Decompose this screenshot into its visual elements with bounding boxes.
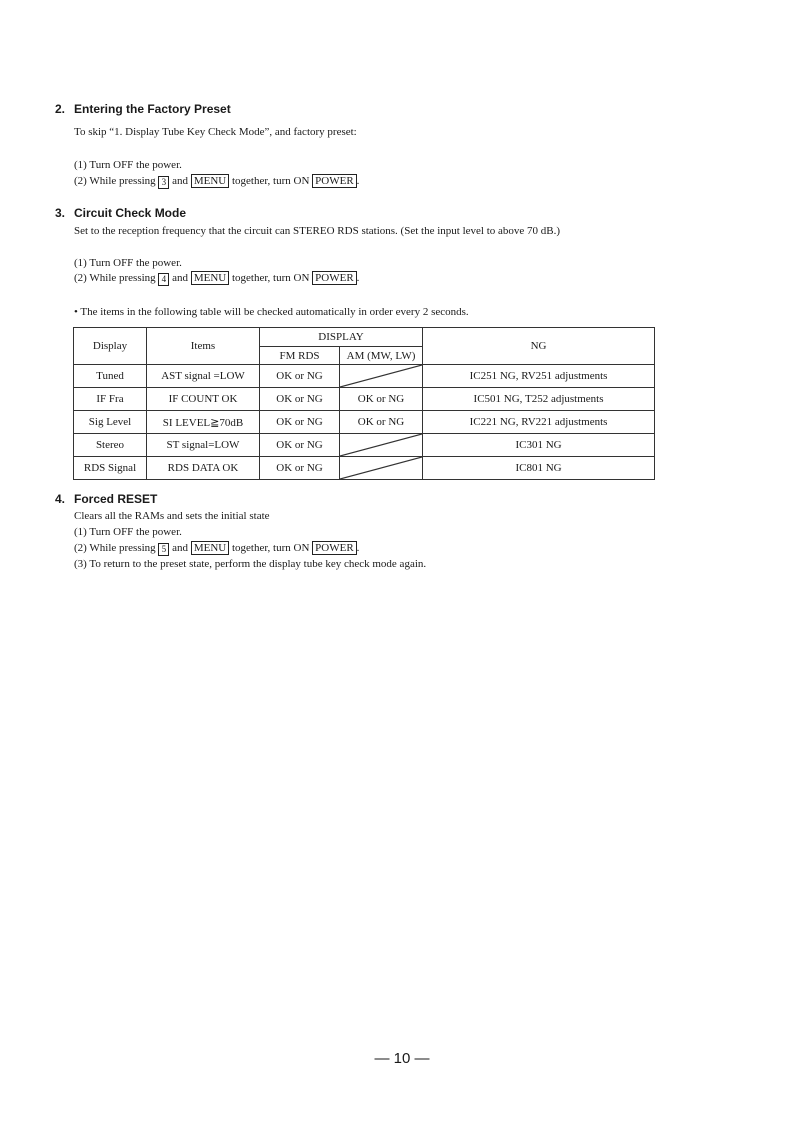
header-ng: NG (423, 328, 655, 365)
cell-fm: OK or NG (260, 411, 340, 434)
step-text: (2) While pressing (74, 175, 156, 187)
cell-fm: OK or NG (260, 434, 340, 457)
section-3-note: • The items in the following table will be checked automatically in order every 2 seconds. (74, 306, 469, 318)
section-2-heading (55, 102, 231, 116)
step-end: . (356, 175, 360, 187)
cell-items: AST signal =LOW (147, 365, 260, 388)
table-row (74, 434, 655, 457)
cell-ng: IC251 NG, RV251 adjustments (423, 365, 655, 388)
cell-ng: IC221 NG, RV221 adjustments (423, 411, 655, 434)
table-row (74, 388, 655, 411)
step-end: . (356, 542, 360, 554)
table-row (74, 411, 655, 434)
section-number: 2. (55, 102, 66, 116)
section-3-heading (55, 206, 186, 220)
section-4-step-3: (3) To return to the preset state, perform the display tube key check mode again. (74, 558, 427, 570)
cell-display: Sig Level (74, 411, 147, 434)
cell-items: RDS DATA OK (147, 457, 260, 480)
section-4-heading (55, 492, 157, 506)
section-2-step-2 (74, 174, 359, 189)
section-title: Entering the Factory Preset (74, 102, 231, 116)
cell-am: OK or NG (340, 411, 423, 434)
step-text: together, turn ON (231, 272, 310, 284)
cell-display: RDS Signal (74, 457, 147, 480)
section-3-intro: Set to the reception frequency that the circuit can STEREO RDS stations. (Set the input level to above 70 dB.) (74, 225, 561, 237)
step-text: (2) While pressing (74, 272, 156, 284)
header-items: Items (147, 328, 260, 365)
key-5-icon: 5 (158, 543, 169, 556)
section-2-intro: To skip “1. Display Tube Key Check Mode”, and factory preset: (74, 126, 357, 138)
header-fm-rds: FM RDS (260, 347, 340, 365)
cell-ng: IC301 NG (423, 434, 655, 457)
header-am: AM (MW, LW) (340, 347, 423, 365)
step-text: (2) While pressing (74, 542, 156, 554)
diagonal-slash-icon (340, 365, 422, 387)
key-3-icon: 3 (158, 176, 169, 189)
page-number: — 10 — (374, 1050, 430, 1067)
key-4-icon: 4 (158, 273, 169, 286)
cell-ng: IC801 NG (423, 457, 655, 480)
table-row (74, 457, 655, 480)
cell-items: IF COUNT OK (147, 388, 260, 411)
step-text: and (172, 175, 189, 187)
menu-key: MENU (191, 271, 229, 285)
step-text: and (172, 272, 189, 284)
menu-key: MENU (191, 174, 229, 188)
section-4-intro: Clears all the RAMs and sets the initial state (74, 510, 270, 522)
cell-display: Stereo (74, 434, 147, 457)
power-key: POWER (312, 541, 357, 555)
step-text: together, turn ON (231, 175, 310, 187)
cell-am-not-applicable (340, 434, 423, 457)
table-header-row (74, 328, 655, 347)
step-text: and (172, 542, 189, 554)
cell-am-not-applicable (340, 457, 423, 480)
section-3-step-1: (1) Turn OFF the power. (74, 257, 182, 269)
cell-ng: IC501 NG, T252 adjustments (423, 388, 655, 411)
cell-display: Tuned (74, 365, 147, 388)
circuit-check-table (73, 327, 655, 480)
section-2-step-1: (1) Turn OFF the power. (74, 159, 182, 171)
cell-display: IF Fra (74, 388, 147, 411)
cell-am-not-applicable (340, 365, 423, 388)
cell-items: ST signal=LOW (147, 434, 260, 457)
section-number: 4. (55, 492, 66, 506)
step-end: . (356, 272, 360, 284)
header-display: Display (74, 328, 147, 365)
section-title: Forced RESET (74, 492, 158, 506)
section-number: 3. (55, 206, 66, 220)
header-display-group: DISPLAY (260, 328, 423, 347)
cell-items: SI LEVEL≧70dB (147, 411, 260, 434)
power-key: POWER (312, 174, 357, 188)
diagonal-slash-icon (340, 434, 422, 456)
table-row (74, 365, 655, 388)
diagonal-slash-icon (340, 457, 422, 479)
step-text: together, turn ON (231, 542, 310, 554)
menu-key: MENU (191, 541, 229, 555)
power-key: POWER (312, 271, 357, 285)
cell-fm: OK or NG (260, 457, 340, 480)
section-4-step-1: (1) Turn OFF the power. (74, 526, 182, 538)
section-title: Circuit Check Mode (74, 206, 187, 220)
cell-am: OK or NG (340, 388, 423, 411)
cell-fm: OK or NG (260, 388, 340, 411)
section-4-step-2 (74, 541, 359, 556)
cell-fm: OK or NG (260, 365, 340, 388)
section-3-step-2 (74, 271, 359, 286)
